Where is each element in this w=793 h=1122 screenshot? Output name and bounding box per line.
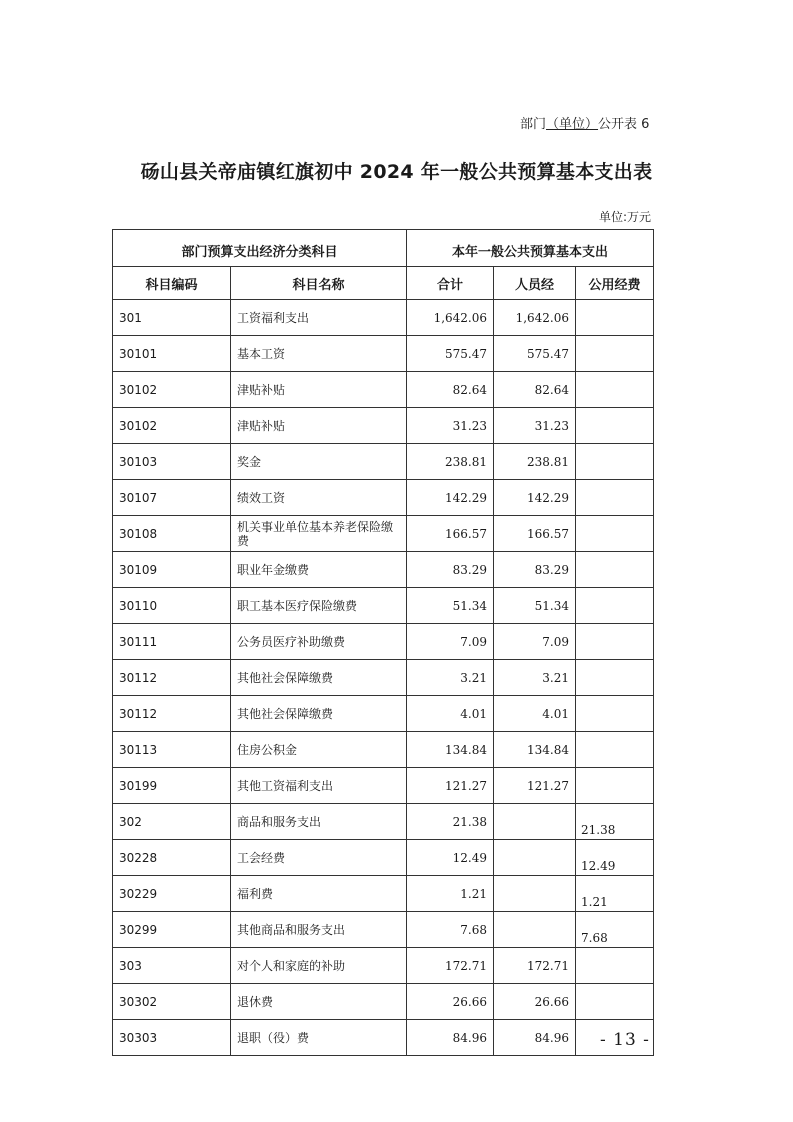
personnel-cell [494,876,576,912]
name-cell: 绩效工资 [231,480,407,516]
public-cell: 21.38 [576,804,654,840]
total-cell: 84.96 [407,1020,494,1056]
code-cell: 30228 [113,840,231,876]
personnel-cell: 82.64 [494,372,576,408]
name-cell: 住房公积金 [231,732,407,768]
public-cell [576,372,654,408]
total-cell: 83.29 [407,552,494,588]
group-header-classification: 部门预算支出经济分类科目 [113,230,407,267]
name-cell: 工会经费 [231,840,407,876]
table-row [113,696,654,732]
table-row [113,444,654,480]
personnel-cell [494,840,576,876]
code-cell: 30302 [113,984,231,1020]
total-cell: 82.64 [407,372,494,408]
code-cell: 30102 [113,408,231,444]
public-cell [576,444,654,480]
code-cell: 30299 [113,912,231,948]
column-header-name: 科目名称 [231,267,407,300]
column-header-code: 科目编码 [113,267,231,300]
table-row [113,588,654,624]
table-label [520,113,649,132]
name-cell: 其他工资福利支出 [231,768,407,804]
group-header-expenditure: 本年一般公共预算基本支出 [407,230,654,267]
code-cell: 302 [113,804,231,840]
name-cell: 奖金 [231,444,407,480]
public-cell [576,624,654,660]
table-row [113,624,654,660]
public-cell: 1.21 [576,876,654,912]
name-cell: 其他社会保障缴费 [231,660,407,696]
public-cell: 7.68 [576,912,654,948]
table-label-prefix: 部门 [520,117,547,132]
name-cell: 工资福利支出 [231,300,407,336]
personnel-cell: 121.27 [494,768,576,804]
public-cell [576,480,654,516]
personnel-cell: 166.57 [494,516,576,552]
table-row [113,768,654,804]
personnel-cell [494,912,576,948]
code-cell: 30110 [113,588,231,624]
column-header-row [113,267,654,300]
table-row [113,372,654,408]
personnel-cell: 84.96 [494,1020,576,1056]
name-cell: 津贴补贴 [231,372,407,408]
public-cell [576,336,654,372]
table-row [113,804,654,840]
table-row [113,660,654,696]
personnel-cell: 3.21 [494,660,576,696]
personnel-cell: 7.09 [494,624,576,660]
code-cell: 30109 [113,552,231,588]
total-cell: 7.68 [407,912,494,948]
unit-label: 单位:万元 [598,210,651,224]
table-label-suffix: 公开表 6 [598,117,650,132]
document-title: 砀山县关帝庙镇红旗初中 2024 年一般公共预算基本支出表 [140,161,653,183]
personnel-cell [494,804,576,840]
column-header-total: 合计 [407,267,494,300]
code-cell: 30111 [113,624,231,660]
table-row [113,336,654,372]
table-label-unit: （单位） [546,117,599,132]
code-cell: 30107 [113,480,231,516]
name-cell: 职业年金缴费 [231,552,407,588]
name-cell: 津贴补贴 [231,408,407,444]
total-cell: 166.57 [407,516,494,552]
public-cell [576,768,654,804]
group-header-row [113,230,654,267]
table-row [113,516,654,552]
table-row [113,984,654,1020]
total-cell: 134.84 [407,732,494,768]
total-cell: 26.66 [407,984,494,1020]
personnel-cell: 134.84 [494,732,576,768]
public-cell [576,552,654,588]
budget-table [112,229,654,1056]
total-cell: 12.49 [407,840,494,876]
public-cell [576,984,654,1020]
personnel-cell: 4.01 [494,696,576,732]
table-row [113,876,654,912]
code-cell: 30108 [113,516,231,552]
name-cell: 基本工资 [231,336,407,372]
total-cell: 4.01 [407,696,494,732]
code-cell: 30303 [113,1020,231,1056]
code-cell: 30113 [113,732,231,768]
code-cell: 30229 [113,876,231,912]
table-row [113,732,654,768]
total-cell: 142.29 [407,480,494,516]
total-cell: 51.34 [407,588,494,624]
name-cell: 退职（役）费 [231,1020,407,1056]
personnel-cell: 1,642.06 [494,300,576,336]
table-row [113,840,654,876]
code-cell: 30101 [113,336,231,372]
code-cell: 303 [113,948,231,984]
name-cell: 职工基本医疗保险缴费 [231,588,407,624]
table-row [113,912,654,948]
column-header-public: 公用经费 [576,267,654,300]
personnel-cell: 26.66 [494,984,576,1020]
table-row [113,552,654,588]
code-cell: 301 [113,300,231,336]
code-cell: 30112 [113,660,231,696]
code-cell: 30112 [113,696,231,732]
total-cell: 238.81 [407,444,494,480]
name-cell: 对个人和家庭的补助 [231,948,407,984]
total-cell: 121.27 [407,768,494,804]
public-cell [576,300,654,336]
name-cell: 其他社会保障缴费 [231,696,407,732]
total-cell: 21.38 [407,804,494,840]
public-cell [576,732,654,768]
personnel-cell: 238.81 [494,444,576,480]
name-cell: 商品和服务支出 [231,804,407,840]
total-cell: 31.23 [407,408,494,444]
name-cell: 其他商品和服务支出 [231,912,407,948]
public-cell [576,408,654,444]
name-cell: 退休费 [231,984,407,1020]
personnel-cell: 172.71 [494,948,576,984]
public-cell: 12.49 [576,840,654,876]
table-row [113,1020,654,1056]
table-row [113,948,654,984]
public-cell [576,660,654,696]
personnel-cell: 142.29 [494,480,576,516]
code-cell: 30199 [113,768,231,804]
name-cell: 机关事业单位基本养老保险缴费 [231,516,407,552]
column-header-personnel: 人员经 [494,267,576,300]
personnel-cell: 575.47 [494,336,576,372]
total-cell: 7.09 [407,624,494,660]
personnel-cell: 83.29 [494,552,576,588]
code-cell: 30103 [113,444,231,480]
total-cell: 3.21 [407,660,494,696]
table-row [113,300,654,336]
page-number: - 13 - [600,1030,650,1050]
code-cell: 30102 [113,372,231,408]
public-cell [576,588,654,624]
personnel-cell: 51.34 [494,588,576,624]
name-cell: 福利费 [231,876,407,912]
table-row [113,480,654,516]
total-cell: 1,642.06 [407,300,494,336]
total-cell: 1.21 [407,876,494,912]
name-cell: 公务员医疗补助缴费 [231,624,407,660]
public-cell [576,948,654,984]
total-cell: 575.47 [407,336,494,372]
total-cell: 172.71 [407,948,494,984]
public-cell [576,696,654,732]
public-cell [576,516,654,552]
table-row [113,408,654,444]
personnel-cell: 31.23 [494,408,576,444]
